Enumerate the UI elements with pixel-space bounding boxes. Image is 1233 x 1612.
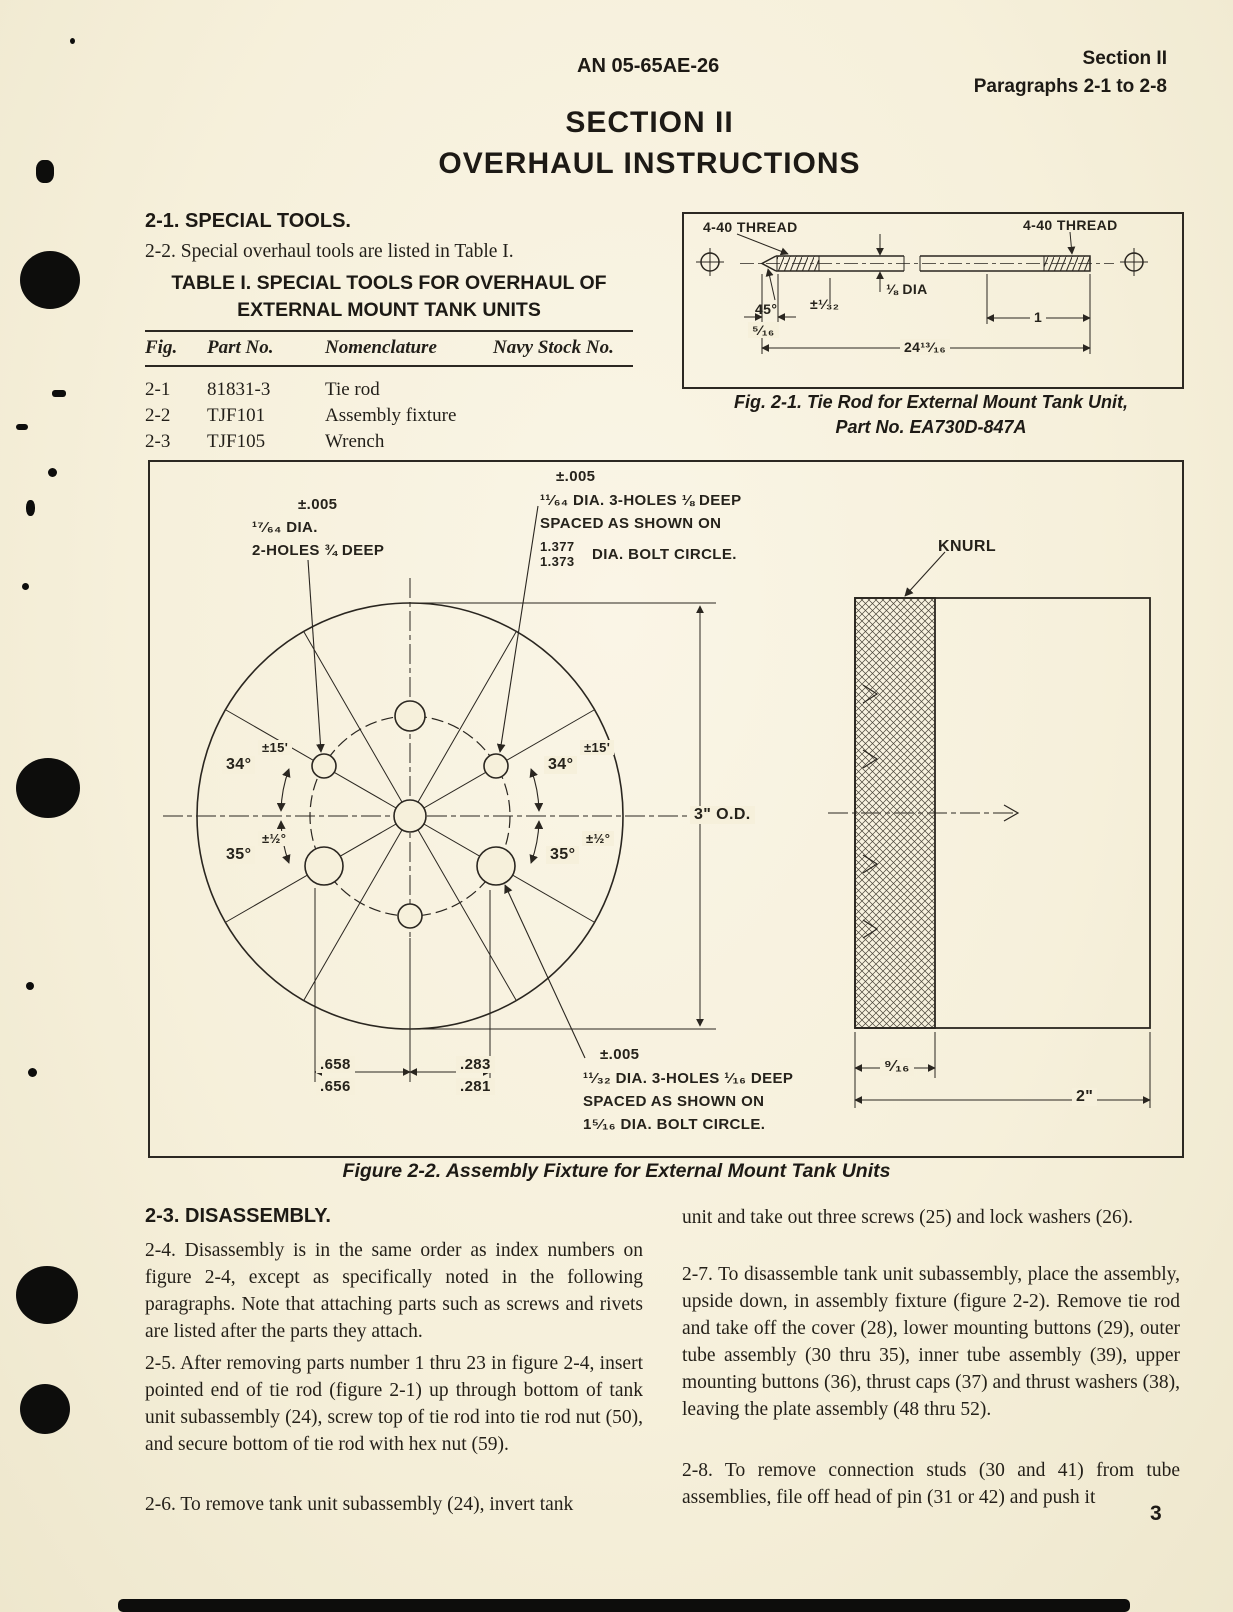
table-row bbox=[145, 429, 633, 455]
fig2-2-tolerance-b-label: ±.005 bbox=[556, 468, 596, 485]
fig2-2-angle-upper-left-label: 34° bbox=[222, 756, 255, 774]
scan-artifact bbox=[16, 424, 28, 430]
paragraph-2-7: 2-7. To disassemble tank unit subassembly, place the assembly, upside down, in assembly fixture (figure 2-2). Remove tie rod and take off the cover (28), lower mounting buttons (29), outer tube assembly (30 thru 35), inner tube assembly (39), upper mounting buttons (36), thrust caps (37) and thrust washers (38), leaving the plate assembly (48 thru 52). bbox=[682, 1264, 1180, 1420]
paragraph-2-6-continued: unit and take out three screws (25) and lock washers (26). bbox=[682, 1207, 1134, 1228]
scan-artifact bbox=[26, 982, 34, 990]
figure-2-2-caption: Figure 2-2. Assembly Fixture for External Mount Tank Units bbox=[342, 1160, 891, 1182]
fig2-1-thread-right-label: 4-40 THREAD bbox=[1023, 217, 1118, 233]
cell-part: TJF105 bbox=[207, 431, 266, 452]
cell-part: 81831-3 bbox=[207, 379, 271, 400]
section-title-line2: OVERHAUL INSTRUCTIONS bbox=[438, 147, 861, 180]
scan-artifact bbox=[36, 160, 54, 183]
assembly-fixture-drawing bbox=[148, 460, 1180, 1154]
cell-fig: 2-3 bbox=[145, 431, 171, 452]
fig2-2-bolt-circle-lower-value: 1.373 bbox=[540, 554, 575, 569]
fig2-1-dim-5-16-label: ⁵⁄₁₆ bbox=[748, 322, 779, 338]
fig2-2-bolt-circle-upper-value: 1.377 bbox=[540, 539, 575, 554]
scan-artifact bbox=[26, 500, 35, 516]
fig2-2-dim-9-16-label: ⁹⁄₁₆ bbox=[880, 1058, 914, 1076]
doc-number: AN 05-65AE-26 bbox=[577, 55, 720, 77]
fig2-2-tolerance-a-label: ±.005 bbox=[298, 496, 338, 513]
fig2-1-angle-45-label: 45° bbox=[755, 301, 778, 317]
table-title-line1: TABLE I. SPECIAL TOOLS FOR OVERHAUL OF bbox=[171, 272, 607, 294]
fig2-1-thread-left-label: 4-40 THREAD bbox=[703, 219, 798, 235]
figure-2-1-caption-line1: Fig. 2-1. Tie Rod for External Mount Tank Unit, bbox=[733, 392, 1129, 412]
cell-nomenclature: Assembly fixture bbox=[325, 405, 457, 426]
section-title bbox=[66, 106, 1233, 181]
header-paragraphs-range: Paragraphs 2-1 to 2-8 bbox=[973, 76, 1167, 97]
paragraph-2-5: 2-5. After removing parts number 1 thru 23 in figure 2-4, insert pointed end of tie rod (figure 2-1) up through bottom of tank unit subassembly (24), screw top of tie rod into tie rod nut (50), and secure bottom of tie rod with hex nut (59). bbox=[145, 1353, 643, 1455]
fig2-1-dia-1-8-label: ⅛ DIA bbox=[886, 281, 928, 297]
paragraph-2-4: 2-4. Disassembly is in the same order as index numbers on figure 2-4, except as specifically noted in the following paragraphs. Note that attaching parts such as screws and rivets are listed after the parts they attach. bbox=[145, 1240, 643, 1342]
fig2-2-holes-b-line2-label: SPACED AS SHOWN ON bbox=[540, 515, 722, 532]
fig2-2-holes-a-line1-label: ¹⁷⁄₆₄ DIA. bbox=[252, 519, 318, 536]
figure-2-1-caption bbox=[682, 392, 1180, 438]
table-title bbox=[145, 272, 633, 322]
fig2-2-angle-upper-right-label: 34° bbox=[544, 756, 577, 774]
special-tools-heading: 2-1. SPECIAL TOOLS. bbox=[145, 210, 351, 232]
figure-2-1-caption-line2: Part No. EA730D-847A bbox=[835, 417, 1027, 437]
table-header-part: Part No. bbox=[207, 337, 274, 358]
section-title-line1: SECTION II bbox=[565, 106, 734, 139]
table-title-line2: EXTERNAL MOUNT TANK UNITS bbox=[237, 299, 541, 321]
table-header-fig: Fig. bbox=[145, 337, 178, 358]
fig2-2-dim-283-lower: .281 bbox=[456, 1078, 495, 1095]
fig2-2-holes-a-line2-label: 2-HOLES ¾ DEEP bbox=[252, 542, 385, 559]
scan-artifact bbox=[48, 468, 57, 477]
tie-rod-drawing bbox=[682, 212, 1180, 385]
fig2-2-angle-lower-left-label: 35° bbox=[222, 846, 255, 864]
fig2-2-angle-lower-right-label: 35° bbox=[546, 846, 579, 864]
fig2-2-holes-b-line1-label: ¹¹⁄₆₄ DIA. 3-HOLES ⅛ DEEP bbox=[540, 492, 742, 509]
table-header-nomenclature: Nomenclature bbox=[325, 337, 437, 358]
fig2-2-angle-lower-left-tolerance: ±½° bbox=[258, 831, 290, 846]
hole-punch-mark bbox=[16, 1266, 78, 1324]
fig2-1-dim-24-13-16-label: 24¹³⁄₁₆ bbox=[900, 339, 950, 355]
cell-nomenclature: Wrench bbox=[325, 431, 385, 452]
header-section: Section II bbox=[1082, 48, 1167, 69]
scan-artifact bbox=[22, 583, 29, 590]
fig2-2-holes-c-line3-label: 1⁵⁄₁₆ DIA. BOLT CIRCLE. bbox=[583, 1116, 766, 1133]
hole-punch-mark bbox=[20, 1384, 70, 1434]
fig2-2-od-label: 3" O.D. bbox=[690, 806, 755, 824]
fig2-1-tolerance-1-32-label: ±¹⁄₃₂ bbox=[810, 296, 840, 312]
scan-artifact bbox=[70, 38, 75, 44]
fig2-2-angle-lower-right-tolerance: ±½° bbox=[582, 831, 614, 846]
scan-artifact bbox=[52, 390, 66, 397]
special-tools-table bbox=[145, 330, 633, 455]
cell-fig: 2-1 bbox=[145, 379, 171, 400]
cell-nomenclature: Tie rod bbox=[325, 379, 380, 400]
table-row bbox=[145, 403, 633, 429]
scan-artifact bbox=[28, 1068, 37, 1077]
fig2-2-dim-2-inch-label: 2" bbox=[1072, 1088, 1097, 1106]
table-header-row bbox=[145, 332, 633, 365]
cell-fig: 2-2 bbox=[145, 405, 171, 426]
fig2-2-angle-upper-left-tolerance: ±15' bbox=[258, 740, 292, 755]
special-tools-intro: 2-2. Special overhaul tools are listed in Table I. bbox=[145, 241, 514, 262]
hole-punch-mark bbox=[16, 758, 80, 818]
cell-part: TJF101 bbox=[207, 405, 266, 426]
table-row bbox=[145, 377, 633, 403]
fig2-2-holes-c-line1-label: ¹¹⁄₃₂ DIA. 3-HOLES ¹⁄₁₆ DEEP bbox=[583, 1070, 794, 1087]
paragraph-2-8: 2-8. To remove connection studs (30 and 41) from tube assemblies, file off head of pin (31 or 42) and push it bbox=[682, 1460, 1180, 1508]
fig2-2-angle-upper-right-tolerance: ±15' bbox=[580, 740, 614, 755]
fig2-2-dim-658-upper: .658 bbox=[316, 1056, 355, 1073]
paragraph-2-6: 2-6. To remove tank unit subassembly (24), invert tank bbox=[145, 1494, 574, 1515]
page-number: 3 bbox=[1150, 1502, 1162, 1525]
fig2-2-knurl-label: KNURL bbox=[938, 538, 996, 555]
fig2-1-dim-1-label: 1 bbox=[1030, 309, 1046, 325]
disassembly-heading: 2-3. DISASSEMBLY. bbox=[145, 1205, 331, 1227]
scan-artifact-bottom-bar bbox=[118, 1599, 1130, 1612]
hole-punch-mark bbox=[20, 251, 80, 309]
fig2-2-dim-658-lower: .656 bbox=[316, 1078, 355, 1095]
table-header-stock: Navy Stock No. bbox=[493, 337, 614, 358]
fig2-2-tolerance-c-label: ±.005 bbox=[600, 1046, 640, 1063]
fig2-2-holes-c-line2-label: SPACED AS SHOWN ON bbox=[583, 1093, 765, 1110]
fig2-2-dim-283-upper: .283 bbox=[456, 1056, 495, 1073]
fig2-2-holes-b-line3-label: DIA. BOLT CIRCLE. bbox=[592, 546, 737, 563]
